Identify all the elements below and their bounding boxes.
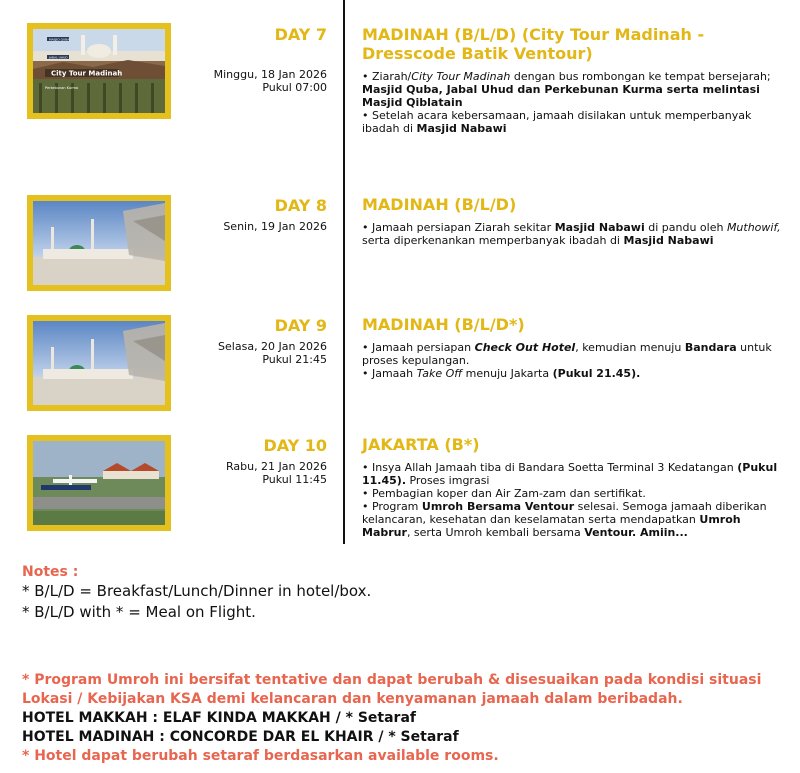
bullet-segment: • Jamaah persiapan [362, 341, 475, 354]
day-bullet [362, 367, 782, 380]
hotel-madinah: HOTEL MADINAH : CONCORDE DAR EL KHAIR / * Setaraf [22, 729, 459, 745]
bullet-segment: Masjid Nabawi [554, 221, 645, 234]
bullet-segment: (Pukul 21.45). [552, 367, 641, 380]
notes-line: * B/L/D = Breakfast/Lunch/Dinner in hotel/box. [22, 582, 372, 600]
bullet-segment: Masjid Nabawi [623, 234, 714, 247]
bullet-segment: City Tour Madinah [411, 70, 511, 83]
day-title: MADINAH (B/L/D) (City Tour Madinah - Dresscode Batik Ventour) [362, 25, 705, 63]
day-date [223, 220, 327, 233]
bullet-segment: Muthowif, [726, 221, 781, 234]
day-date [226, 460, 327, 486]
bullet-segment: Proses imgrasi [406, 474, 490, 487]
day-time-text: Pukul 07:00 [262, 81, 327, 94]
day-date-text: Senin, 19 Jan 2026 [223, 220, 327, 233]
hotel-note: * Hotel dapat berubah setaraf berdasarkan available rooms. [22, 748, 499, 764]
day-bullet [362, 341, 782, 367]
masjid-nabawi-image [27, 315, 171, 411]
program-disclaimer: * Program Umroh ini bersifat tentative dan dapat berubah & disesuaikan pada kondisi situasi Lokasi / Kebijakan KSA demi kelancaran dan kenyamanan jamaah dalam beribadah. [22, 672, 762, 707]
bullet-segment: Ventour. Amiin... [584, 526, 688, 539]
soekarno-hatta-airport-image [27, 435, 171, 531]
bullet-segment: , kemudian menuju [575, 341, 685, 354]
footer-section [22, 671, 782, 766]
masjid-nabawi-image [27, 195, 171, 291]
bullet-segment: selesai. Semoga jamaah diberikan kelancaran, kesehatan dan keselamatan serta mendapatkan [362, 500, 767, 526]
bullet-segment: • Jamaah persiapan Ziarah sekitar [362, 221, 555, 234]
day-time-text: Pukul 11:45 [262, 473, 327, 486]
hotel-makkah: HOTEL MAKKAH : ELAF KINDA MAKKAH / * Setaraf [22, 710, 416, 726]
day-title: MADINAH (B/L/D) [362, 195, 517, 214]
bullet-segment: Bandara [684, 341, 737, 354]
image-tag-bottom: Perkebunan Kurma [45, 86, 79, 90]
day-bullet [362, 70, 782, 109]
bullet-segment: • Program [362, 500, 422, 513]
day-date [218, 340, 327, 366]
bullet-segment: (Pukul 11.45). [362, 461, 778, 487]
bullet-segment: Masjid Nabawi [416, 122, 507, 135]
day-date-text: Minggu, 18 Jan 2026 [213, 68, 327, 81]
image-caption: City Tour Madinah [51, 69, 123, 78]
bullet-segment: Masjid Quba, Jabal Uhud dan Perkebunan Kurma serta melintasi Masjid Qiblatain [362, 83, 760, 109]
bullet-segment: untuk proses kepulangan. [362, 341, 772, 367]
bullet-segment: menuju Jakarta [462, 367, 553, 380]
day-description [362, 70, 782, 135]
timeline-divider [343, 0, 345, 544]
day-bullet [362, 221, 782, 247]
bullet-segment: • Ziarah/ [362, 70, 412, 83]
city-tour-madinah-image [27, 23, 171, 119]
bullet-segment: • Jamaah [362, 367, 417, 380]
bullet-segment: serta diperkenankan memperbanyak ibadah di [362, 234, 624, 247]
bullet-segment: • Pembagian koper dan Air Zam-zam dan sertifikat. [362, 487, 646, 500]
bullet-segment: • Setelah acara kebersamaan, jamaah disilakan untuk memperbanyak ibadah di [362, 109, 752, 135]
day-date-text: Selasa, 20 Jan 2026 [218, 340, 327, 353]
day-description [362, 221, 782, 247]
day-number: DAY 10 [263, 436, 327, 455]
day-title: JAKARTA (B*) [362, 435, 480, 454]
notes-line: * B/L/D with * = Meal on Flight. [22, 603, 256, 621]
day-title: MADINAH (B/L/D*) [362, 315, 525, 334]
bullet-segment: Check Out Hotel [474, 341, 576, 354]
notes-section [22, 564, 782, 623]
day-number: DAY 7 [274, 25, 327, 44]
day-number: DAY 9 [274, 316, 327, 335]
day-date-text: Rabu, 21 Jan 2026 [225, 460, 327, 473]
day-bullet [362, 500, 782, 539]
image-tag-top: MASJID QUBA [49, 37, 70, 42]
bullet-segment: • Insya Allah Jamaah tiba di Bandara Soetta Terminal 3 Kedatangan [362, 461, 738, 474]
day-description [362, 341, 782, 380]
bullet-segment: Umroh Bersama Ventour [421, 500, 575, 513]
day-bullet [362, 461, 782, 487]
bullet-segment: , serta Umroh kembali bersama [406, 526, 585, 539]
day-bullet [362, 487, 782, 500]
day-bullet [362, 109, 782, 135]
bullet-segment: dengan bus rombongan ke tempat bersejarah; [510, 70, 771, 83]
day-number: DAY 8 [274, 196, 327, 215]
bullet-segment: Umroh Mabrur [362, 513, 741, 539]
bullet-segment: Take Off [416, 367, 463, 380]
bullet-segment: di pandu oleh [644, 221, 727, 234]
image-tag-mid: JABAL UHUD [49, 55, 68, 60]
day-date [214, 68, 327, 94]
day-description [362, 461, 782, 539]
notes-title: Notes : [22, 564, 79, 580]
day-time-text: Pukul 21:45 [262, 353, 327, 366]
